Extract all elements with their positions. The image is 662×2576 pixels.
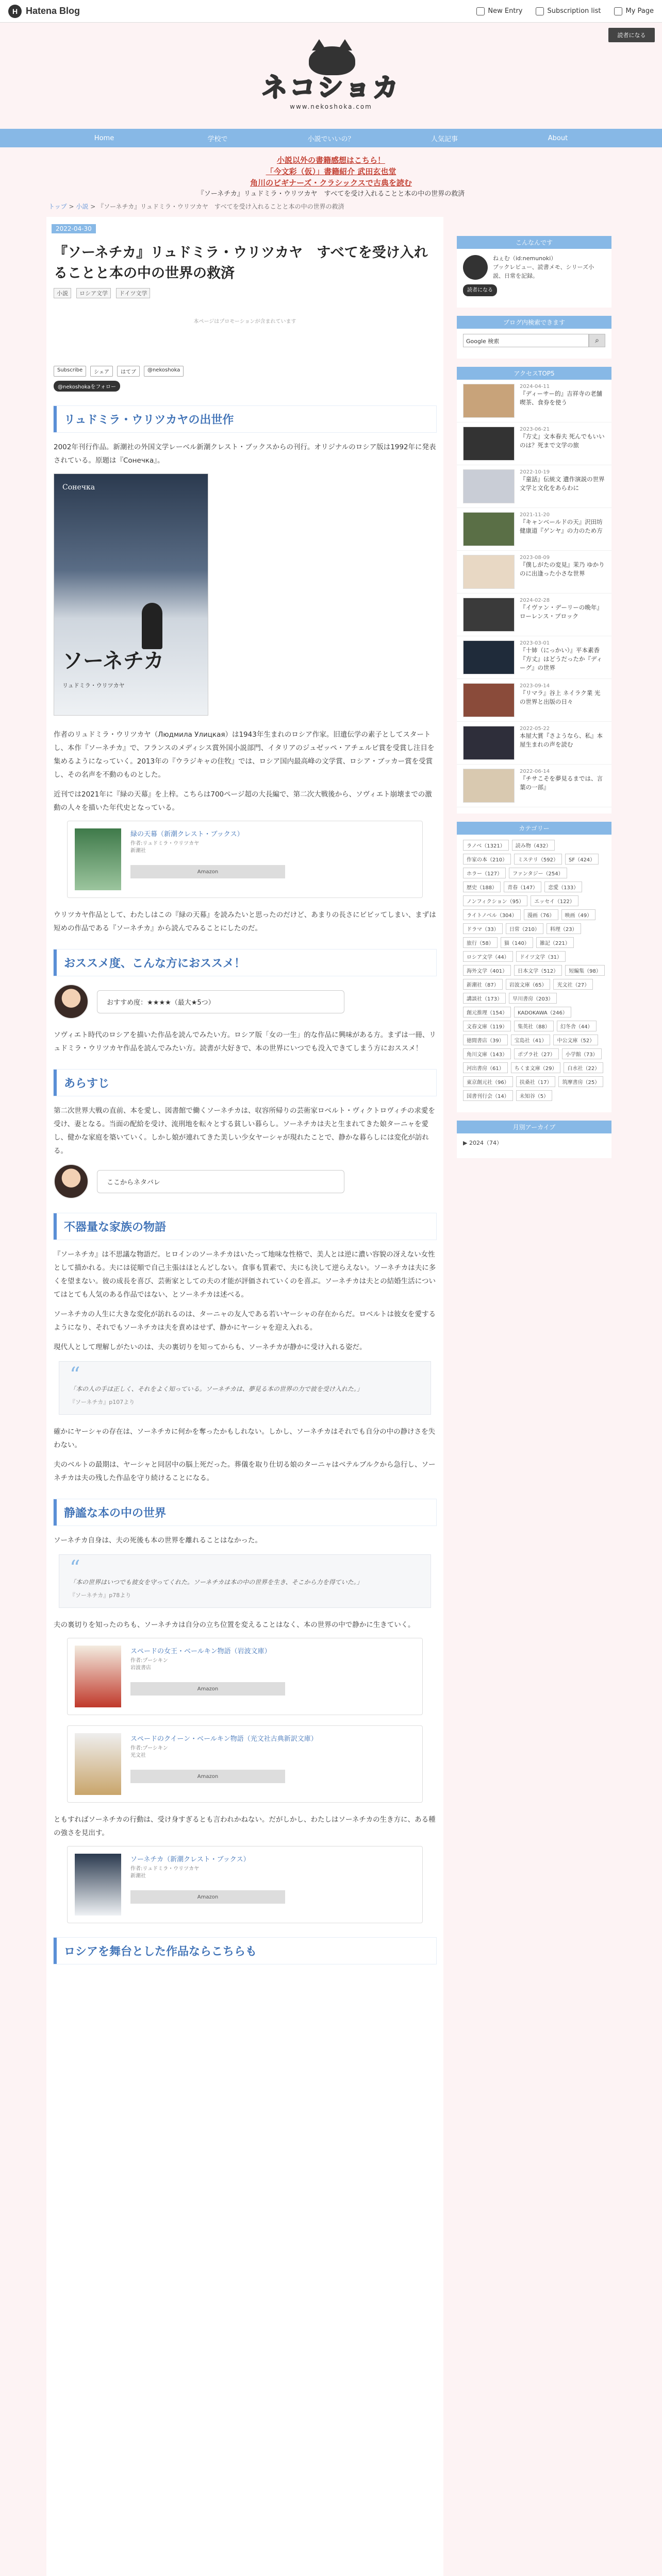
category-tag[interactable]: 国書刊行会（14）	[463, 1090, 513, 1101]
category-tag[interactable]: 幻冬舎（44）	[557, 1021, 597, 1031]
subscribe-share-button[interactable]: Subscribe	[54, 366, 86, 377]
ranking-title[interactable]: 本屋大賞『さようなら、私』本屋生まれの声を読む	[520, 732, 603, 748]
ranking-title[interactable]: 『チサこそを夢見るまでは、言葉の一部』	[520, 775, 603, 791]
product-thumbnail[interactable]	[75, 828, 121, 890]
product-box	[67, 1638, 423, 1715]
book-cover-image[interactable]	[54, 473, 208, 716]
ranking-thumbnail[interactable]	[463, 427, 515, 461]
breadcrumb-top[interactable]: トップ	[48, 203, 67, 210]
category-tag[interactable]: 恋愛（133）	[544, 882, 582, 892]
quote-mark-icon: “	[70, 1363, 80, 1387]
user-icon	[614, 7, 622, 15]
hatena-brand: Hatena Blog	[26, 6, 80, 16]
category-tag[interactable]: KADOKAWA（246）	[514, 1007, 571, 1018]
article-card	[46, 217, 443, 2576]
promo-link-4[interactable]: 『ソーネチカ』リュドミラ・ウリツカヤ すべてを受け入れることと本の中の世界の救済	[197, 190, 465, 198]
ranking-title[interactable]: 『キャンベールドの天』沢田坊 健康道『ゲンヤ』の力のため方	[520, 518, 603, 534]
article-title[interactable]: 『ソーネチカ』リュドミラ・ウリツカヤ すべてを受け入れることと本の中の世界の救済	[54, 245, 428, 281]
category-tag[interactable]: 徳間書店（39）	[463, 1035, 508, 1045]
new-entry-link[interactable]	[476, 7, 522, 15]
ranking-title[interactable]: 『方丈』文本春夫 死んでもいいのは？死まで文学の旅	[520, 433, 605, 449]
category-tag[interactable]: ラノベ（1321）	[463, 840, 509, 851]
category-tag[interactable]: エッセイ（122）	[531, 895, 578, 906]
category-tag[interactable]: 作家の本（210）	[463, 854, 511, 865]
archive-year[interactable]: ▶ 2024（74）	[463, 1140, 502, 1146]
sidebar	[457, 236, 611, 1166]
access-ranking-module	[457, 367, 611, 814]
ranking-date: 2024-04-11	[520, 384, 550, 389]
ranking-item[interactable]	[457, 422, 611, 465]
main-nav	[0, 129, 662, 147]
blog-logo[interactable]	[251, 42, 411, 109]
category-tag[interactable]: 新潮社（87）	[463, 979, 503, 990]
share-buttons	[46, 325, 443, 377]
hatebu-button[interactable]: はてブ	[117, 366, 140, 377]
category-tag[interactable]: 扶桑社（17）	[516, 1076, 556, 1087]
breadcrumb-sep: >	[69, 203, 74, 210]
ranking-item[interactable]	[457, 508, 611, 551]
hatena-icon: H	[8, 5, 22, 18]
breadcrumb-sep: >	[90, 203, 96, 210]
speech-balloon	[54, 984, 436, 1019]
nav-popular[interactable]: 人気記事	[431, 135, 458, 143]
search-input[interactable]: Google 検索	[463, 334, 589, 347]
product-box	[67, 1846, 423, 1923]
new-entry-label: New Entry	[488, 7, 523, 15]
product-title[interactable]: スペードの女王・ベールキン物語（岩波文庫）	[130, 1648, 271, 1655]
paragraph: 『ソーネチカ』は不思議な物語だ。ヒロインのソーネチカはいたって地味な性格で、美人とは逆に濃い容貌の冴えない女性として描かれる。夫には従順で自己主張はほとんどしない。食事も質素で、夫にも決して逆らえない。ソーネチカは夫に多くを望まない。彼の成長を喜び、芸術家としての夫の才能が評価されていくのを喜ぶ。ソーネチカは夫との結婚生活についてはとても人気のある作品ではない、とソーネチカは述べる。	[54, 1250, 436, 1299]
hatena-logo[interactable]	[8, 5, 80, 18]
category-tag[interactable]: ロシア文学（44）	[463, 951, 513, 962]
category-tag[interactable]: 光文社（27）	[553, 979, 593, 990]
tag-german[interactable]: ドイツ文学	[116, 288, 150, 298]
ranking-thumbnail[interactable]	[463, 555, 515, 589]
book-cover-author: リュドミラ・ウリツカヤ	[62, 682, 125, 689]
product-title[interactable]: ソーネチカ（新潮クレスト・ブックス）	[130, 1856, 250, 1863]
module-title: アクセスTOP5	[457, 367, 611, 380]
quote-text: 「本の世界はいつでも彼女を守ってくれた。ソーネチカは本の中の世界を生き、そこから力を得ていた。」	[70, 1579, 363, 1586]
product-publisher: 新潮社	[130, 848, 146, 854]
ranking-thumbnail[interactable]	[463, 384, 515, 418]
section-heading: あらすじ	[54, 1070, 436, 1096]
ranking-title[interactable]: 『リマラ』谷上 ネイラク業 光の世界と出版の日々	[520, 689, 601, 705]
promo-links	[0, 155, 662, 200]
amazon-button[interactable]: Amazon	[130, 1682, 285, 1696]
category-tag[interactable]: 日本文学（512）	[514, 965, 562, 976]
blog-subtitle: www.nekoshoka.com	[290, 103, 372, 110]
paragraph: ウリツカヤ作品として、わたしはこの『緑の天幕』を読みたいと思ったのだけど、あまりの長さにビビッてしまい、まずは短めの作品である『ソーネチカ』から読んでみることにしたのだ。	[54, 911, 436, 933]
category-tag[interactable]: 漫画（76）	[524, 909, 558, 920]
product-thumbnail[interactable]	[75, 1733, 121, 1795]
category-module	[457, 822, 611, 1112]
global-bar	[0, 0, 662, 23]
ranking-date: 2023-08-09	[520, 555, 550, 561]
speech-balloon	[54, 1164, 436, 1199]
paragraph: ソーネチカ自身は、夫の死後も本の世界を離れることはなかった。	[54, 1536, 262, 1545]
nav-school[interactable]: 学校で	[207, 135, 228, 143]
ranking-date: 2024-02-28	[520, 598, 550, 603]
ranking-title[interactable]: 『十姉（にっかい）』平本素香 『方丈』はどうだったか『ディーグ』の世界	[520, 647, 603, 671]
category-tag[interactable]: 映画（49）	[561, 909, 596, 920]
ranking-date: 2023-09-14	[520, 683, 550, 689]
category-tag[interactable]: 東京創元社（96）	[463, 1076, 513, 1087]
category-tag[interactable]: 白水社（22）	[564, 1062, 603, 1073]
category-tag[interactable]: 集英社（88）	[514, 1021, 554, 1031]
paragraph: 近刊では2021年に『緑の天幕』を上梓。こちらは700ページ超の大長編で、第二次大戦後から、ソヴィエト崩壊までの激動の人々を描いた年代史となっている。	[54, 790, 432, 812]
speech-text: おすすめ度：★★★★（最大★5つ）	[97, 990, 344, 1013]
paragraph: ともすればソーネチカの行動は、受け身すぎるとも言われかねない。だがしかし、わたしはソーネチカの生き方に、ある種の強さを見出す。	[54, 1816, 436, 1837]
book-cover-name: ソーネチカ	[62, 649, 164, 673]
category-tag[interactable]: 未知谷（5）	[516, 1090, 552, 1101]
category-tag[interactable]: 読み物（432）	[512, 840, 555, 851]
book-cover-title: Сонечка	[62, 483, 95, 492]
category-tag[interactable]: 中公文庫（52）	[553, 1035, 598, 1045]
follow-button[interactable]: @nekoshokaをフォロー	[54, 381, 120, 392]
category-tag[interactable]: 雑記（221）	[536, 937, 574, 948]
ranking-date: 2022-10-19	[520, 469, 550, 475]
ranking-date: 2022-06-14	[520, 769, 550, 774]
breadcrumb	[46, 202, 443, 211]
author-avatar	[54, 984, 89, 1019]
amazon-button[interactable]: Amazon	[130, 1770, 285, 1783]
product-box	[67, 821, 423, 898]
section-heading: ロシアを舞台とした作品ならこちらも	[54, 1938, 436, 1964]
twitter-button[interactable]: @nekoshoka	[144, 366, 184, 377]
category-tag[interactable]: ドラマ（33）	[463, 923, 503, 934]
profile-name[interactable]: ねぇむ（id:nemunoki）	[493, 255, 557, 262]
category-tag[interactable]: 日常（210）	[506, 923, 543, 934]
promo-link-3[interactable]: 角川のビギナーズ・クラシックスで古典を読む	[250, 178, 412, 188]
category-tag[interactable]: 猫（140）	[501, 937, 533, 948]
my-page-label: My Page	[625, 7, 654, 15]
tag-novel[interactable]: 小説	[54, 288, 71, 298]
product-author: 作者:リュドミラ・ウリツカヤ	[130, 841, 200, 846]
ranking-item[interactable]	[457, 679, 611, 722]
author-avatar	[54, 1164, 89, 1199]
nav-about[interactable]: About	[548, 134, 568, 142]
category-tag[interactable]: 文春文庫（119）	[463, 1021, 511, 1031]
ranking-date: 2023-03-01	[520, 640, 550, 646]
article-date[interactable]: 2022-04-30	[52, 224, 96, 233]
paragraph: ソーネチカの人生に大きな変化が訪れるのは、ターニャの友人である若いヤーシャの存在からだ。ロベルトは彼女を愛するようになり、それでもソーネチカは夫を責めはせず、静かにヤーシャを迎え入れる。	[54, 1310, 436, 1332]
quote-mark-icon: “	[70, 1556, 80, 1580]
ranking-title[interactable]: 『イヴァン・デーリーの晩年』ローレンス・ブロック	[520, 604, 603, 620]
product-author: 作者:プーシキン	[130, 1745, 168, 1751]
category-tag[interactable]: 青春（147）	[504, 882, 541, 892]
profile-avatar[interactable]	[463, 255, 488, 280]
list-icon	[536, 7, 544, 15]
ranking-item[interactable]	[457, 722, 611, 765]
speech-text: ここからネタバレ	[97, 1170, 344, 1193]
category-tag[interactable]: ミステリ（592）	[514, 854, 562, 865]
blockquote	[59, 1554, 431, 1608]
product-publisher: 光文社	[130, 1753, 146, 1758]
article-tags	[46, 288, 443, 298]
subscribe-button[interactable]: 読者になる	[608, 28, 655, 42]
category-tag[interactable]: 角川文庫（143）	[463, 1048, 511, 1059]
paragraph: 夫の裏切りを知ったのちも、ソーネチカは自分の立ち位置を変えることはなく、本の世界の中で静かに生きていく。	[54, 1621, 415, 1629]
product-publisher: 岩波書店	[130, 1665, 151, 1671]
category-tag[interactable]: 早川書房（203）	[509, 993, 557, 1004]
ranking-title[interactable]: 『僕しがたの変見』茉乃 ゆかりのに出逢った小さな世界	[520, 561, 605, 577]
nav-home[interactable]: Home	[94, 134, 114, 142]
category-tag[interactable]: ホラー（127）	[463, 868, 506, 878]
ranking-item[interactable]	[457, 380, 611, 422]
blog-title: ネコショカ	[261, 73, 401, 103]
paragraph: 作者のリュドミラ・ウリツカヤ（Людмила Улицкая）は1943年生まれのロシア作家。旧遺伝学の素子としてスタートし、本作『ソーネチカ』で、フランスのメディシス賞外国小説部門、イタリアのジュゼッペ・アチェルビ賞を受賞し注目を集めるようになっていく。2013年の『ウラジキャの住牧』では、ロシア国内最高峰の文学賞、ロシア・ブッカー賞を受賞し、その名声を不動のものとした。	[54, 731, 435, 779]
product-author: 作者:リュドミラ・ウリツカヤ	[130, 1866, 200, 1872]
breadcrumb-current: 『ソーネチカ』リュドミラ・ウリツカヤ すべてを受け入れることと本の中の世界の救済	[97, 203, 344, 210]
category-tag[interactable]: ライトノベル（304）	[463, 909, 521, 920]
quote-source: 『ソーネチカ』p107より	[70, 1399, 135, 1405]
breadcrumb-category[interactable]: 小説	[76, 203, 89, 210]
product-publisher: 新潮社	[130, 1873, 146, 1879]
product-title[interactable]: スペードのクイーン・ベールキン物語（光文社古典新訳文庫）	[130, 1735, 318, 1743]
product-title[interactable]: 緑の天幕（新潮クレスト・ブックス）	[130, 831, 244, 838]
share-button[interactable]: シェア	[90, 366, 113, 377]
category-list	[457, 835, 611, 1106]
category-tag[interactable]: 筑摩書房（25）	[558, 1076, 603, 1087]
product-author: 作者:プーシキン	[130, 1658, 168, 1664]
ranking-date: 2023-06-21	[520, 427, 550, 432]
search-icon[interactable]: ⌕	[589, 334, 605, 347]
module-title: 月別アーカイブ	[457, 1121, 611, 1133]
promo-link-1[interactable]: 小説以外の書籍感想はこちら！	[276, 156, 385, 165]
ranking-title[interactable]: 『ディーサー的』吉祥寺の老舗喫茶、食券を使う	[520, 390, 603, 406]
ranking-thumbnail[interactable]	[463, 726, 515, 760]
category-tag[interactable]: 海外文学（401）	[463, 965, 511, 976]
sidebar-subscribe-button[interactable]: 読者になる	[463, 284, 497, 296]
promo-link-2[interactable]: 「今文彩（仮）」書籍紹介 武田玄也堂	[266, 167, 396, 176]
paragraph: 夫のベルトの最期は、ヤーシャと同居中の脳上死だった。葬儀を取り仕切る娘のターニャはベテルブルクから急行し、ソーネチカは夫の残した作品を守り続けることになる。	[54, 1461, 436, 1482]
blog-header	[0, 23, 662, 129]
section-heading: リュドミラ・ウリツカヤの出世作	[54, 406, 436, 432]
category-tag[interactable]: 短編集（98）	[565, 965, 605, 976]
ranking-thumbnail[interactable]	[463, 598, 515, 632]
tag-russian[interactable]: ロシア文学	[76, 288, 111, 298]
category-tag[interactable]: ポプラ社（27）	[514, 1048, 559, 1059]
ranking-date: 2022-05-22	[520, 726, 550, 732]
figure-silhouette	[142, 603, 162, 649]
section-heading: 不器量な家族の物語	[54, 1213, 436, 1240]
section-heading: 静謐な本の中の世界	[54, 1499, 436, 1526]
category-tag[interactable]: 宝島社（41）	[511, 1035, 551, 1045]
product-thumbnail[interactable]	[75, 1646, 121, 1707]
category-tag[interactable]: ドイツ文学（31）	[516, 951, 566, 962]
category-tag[interactable]: ちくま文庫（29）	[511, 1062, 561, 1073]
product-thumbnail[interactable]	[75, 1854, 121, 1916]
profile-text: ブックレビュー、読書メモ、シリーズ小説、日常を記録。	[493, 264, 594, 279]
subscription-label: Subscription list	[547, 7, 601, 15]
ranking-item[interactable]	[457, 465, 611, 508]
archive-module	[457, 1121, 611, 1158]
category-tag[interactable]: 岩波文庫（65）	[506, 979, 551, 990]
paragraph: ソヴィエト時代のロシアを描いた作品を読んでみたい方。ロシア版「女の一生」的な作品に興味がある方。まずは一冊、リュドミラ・ウリツカヤ作品を読んでみたい方。読書が大好きで、本の世界にいつでも没入できてしまう方におススメ！	[54, 1031, 436, 1053]
ranking-item[interactable]	[457, 551, 611, 594]
amazon-button[interactable]: Amazon	[130, 865, 285, 878]
pencil-icon	[476, 7, 485, 15]
ranking-item[interactable]	[457, 765, 611, 807]
paragraph: 第二次世界大戦の直前、本を愛し、図書館で働くソーネチカは、収容所帰りの芸術家ロベルト・ヴィクトロヴィチの求愛を受け、妻となる。当面の配給を受け、流刑地を転々とする貧しい暮らし。ソーネチカは夫と生まれてきた娘ターニャを愛し、健かな家庭を築いていく。しかし娘が連れてきた美しい少女ヤーシャが現れたことで、静かな暮らしには変化が訪れる。	[54, 1107, 435, 1155]
category-tag[interactable]: 講談社（173）	[463, 993, 506, 1004]
category-tag[interactable]: 創元推理（154）	[463, 1007, 511, 1018]
category-tag[interactable]: 料理（23）	[547, 923, 581, 934]
category-tag[interactable]: ノンフィクション（95）	[463, 895, 527, 906]
ranking-thumbnail[interactable]	[463, 512, 515, 546]
category-tag[interactable]: 河出書房（61）	[463, 1062, 508, 1073]
ranking-item[interactable]	[457, 594, 611, 636]
category-tag[interactable]: 旅行（58）	[463, 937, 498, 948]
category-tag[interactable]: SF（424）	[565, 854, 599, 865]
main-column	[46, 202, 443, 2576]
about-module	[457, 236, 611, 308]
blockquote	[59, 1361, 431, 1415]
amazon-button[interactable]: Amazon	[130, 1890, 285, 1904]
ranking-date: 2021-11-20	[520, 512, 550, 518]
ranking-thumbnail[interactable]	[463, 769, 515, 803]
ranking-title[interactable]: 『童話』伝統文 遺作演説の世界文学と文化をあらわに	[520, 476, 605, 492]
category-tag[interactable]: 歴史（188）	[463, 882, 501, 892]
promotion-note: 本ページはプロモーションが含まれています	[193, 319, 296, 325]
module-title: ブログ内検索できます	[457, 316, 611, 329]
my-page-link[interactable]	[614, 7, 654, 15]
paragraph: 確かにヤーシャの存在は、ソーネチカに何かを奪ったかもしれない。しかし、ソーネチカはそれでも自分の中の静けさを失わない。	[54, 1428, 436, 1449]
nav-novel[interactable]: 小説でいいの？	[307, 135, 355, 143]
section-heading: おススメ度、こんな方におススメ！	[54, 950, 436, 976]
product-box	[67, 1725, 423, 1803]
search-module	[457, 316, 611, 359]
category-tag[interactable]: ファンタジー（254）	[509, 868, 567, 878]
quote-source: 『ソーネチカ』p78より	[70, 1592, 131, 1599]
ranking-item[interactable]	[457, 636, 611, 679]
paragraph: 2002年刊行作品。新潮社の外国文学レーベル新潮クレスト・ブックスからの刊行。オリジナルのロシア版は1992年に発表されている。原題は『Сонечка』。	[54, 443, 436, 465]
category-tag[interactable]: 小学館（73）	[562, 1048, 602, 1059]
module-title: カテゴリー	[457, 822, 611, 835]
quote-text: 「本の人の手は正しく、それをよく知っている。ソーネチカは、夢見る本の世界の力で彼を受け入れた。」	[70, 1385, 363, 1393]
module-title: こんなんです	[457, 236, 611, 249]
paragraph: 現代人として理解しがたいのは、夫の裏切りを知ってからも、ソーネチカが静かに受け入れる姿だ。	[54, 1343, 367, 1351]
ranking-thumbnail[interactable]	[463, 683, 515, 717]
ranking-thumbnail[interactable]	[463, 469, 515, 503]
subscription-link[interactable]	[536, 7, 601, 15]
ranking-thumbnail[interactable]	[463, 640, 515, 674]
